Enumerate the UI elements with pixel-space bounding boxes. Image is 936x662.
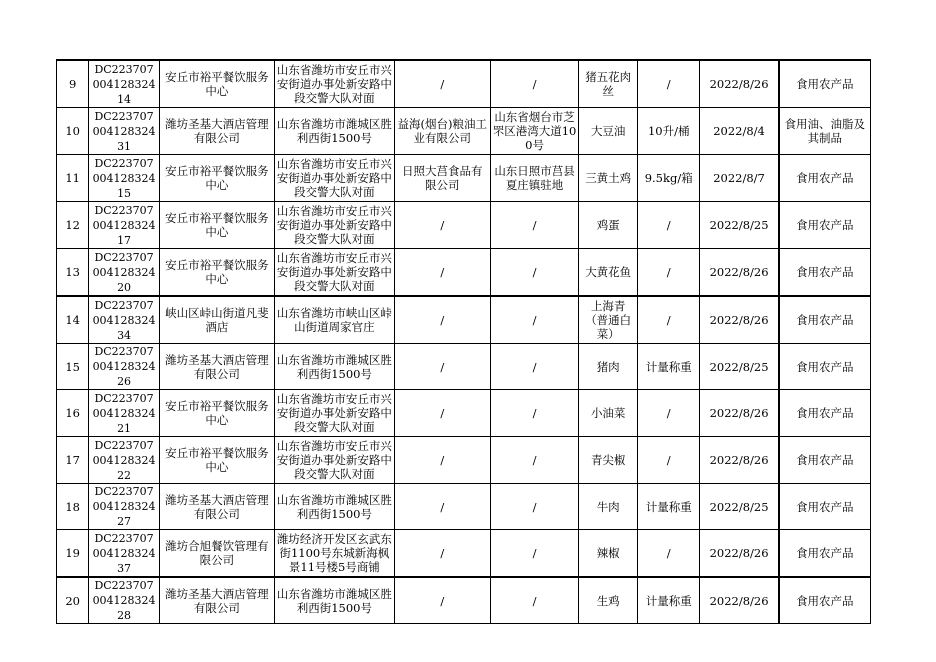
store-address: 潍坊经济开发区玄武东街1100号东城新海枫景11号楼5号商铺 [274,530,394,578]
specification: / [637,202,700,249]
specification: 10升/桶 [637,108,700,155]
store-address: 山东省潍坊市安丘市兴安街道办事处新安路中段交警大队对面 [274,390,394,437]
row-number: 19 [57,530,89,578]
store-address: 山东省潍坊市潍城区胜利西街1500号 [274,577,394,624]
table-row [57,202,871,249]
specification: 计量称重 [637,484,700,530]
food-category: 食用农产品 [779,484,871,530]
specification: / [637,390,700,437]
row-number: 12 [57,202,89,249]
manufacturer-address: / [490,202,579,249]
sample-code: DC22370700412832426 [89,344,160,390]
specification: / [637,530,700,578]
manufacturer: / [394,390,490,437]
manufacturer-address: / [490,344,579,390]
store-address: 山东省潍坊市峡山区峠山街道周家官庄 [274,296,394,344]
store-address: 山东省潍坊市潍城区胜利西街1500号 [274,484,394,530]
store-name: 潍坊圣基大酒店管理有限公司 [159,577,274,624]
product-name: 大黄花鱼 [579,249,638,297]
food-category: 食用农产品 [779,60,871,108]
manufacturer-address: / [490,577,579,624]
table-row [57,296,871,344]
product-name: 三黄土鸡 [579,155,638,202]
production-date: 2022/8/26 [700,296,779,344]
store-name: 安丘市裕平餐饮服务中心 [159,202,274,249]
manufacturer-address: / [490,484,579,530]
store-name: 潍坊圣基大酒店管理有限公司 [159,344,274,390]
specification: / [637,296,700,344]
food-category: 食用农产品 [779,202,871,249]
food-category: 食用农产品 [779,437,871,484]
row-number: 20 [57,577,89,624]
specification: 计量称重 [637,577,700,624]
manufacturer-address: 山东日照市莒县夏庄镇驻地 [490,155,579,202]
sample-code: DC22370700412832422 [89,437,160,484]
manufacturer: / [394,344,490,390]
store-name: 安丘市裕平餐饮服务中心 [159,249,274,297]
manufacturer: / [394,484,490,530]
product-name: 青尖椒 [579,437,638,484]
sample-code: DC22370700412832417 [89,202,160,249]
manufacturer: / [394,60,490,108]
specification: / [637,249,700,297]
table-row [57,60,871,108]
store-address: 山东省潍坊市安丘市兴安街道办事处新安路中段交警大队对面 [274,249,394,297]
store-address: 山东省潍坊市安丘市兴安街道办事处新安路中段交警大队对面 [274,155,394,202]
food-category: 食用农产品 [779,296,871,344]
food-category: 食用油、油脂及其制品 [779,108,871,155]
store-address: 山东省潍坊市安丘市兴安街道办事处新安路中段交警大队对面 [274,437,394,484]
manufacturer: 益海(烟台)粮油工业有限公司 [394,108,490,155]
product-name: 猪五花肉丝 [579,60,638,108]
manufacturer: / [394,249,490,297]
row-number: 11 [57,155,89,202]
store-name: 潍坊圣基大酒店管理有限公司 [159,108,274,155]
store-name: 安丘市裕平餐饮服务中心 [159,390,274,437]
row-number: 15 [57,344,89,390]
production-date: 2022/8/7 [700,155,779,202]
row-number: 17 [57,437,89,484]
manufacturer: 日照大莒食品有限公司 [394,155,490,202]
sample-code: DC22370700412832415 [89,155,160,202]
table-row [57,108,871,155]
store-name: 安丘市裕平餐饮服务中心 [159,60,274,108]
manufacturer-address: / [490,249,579,297]
store-address: 山东省潍坊市安丘市兴安街道办事处新安路中段交警大队对面 [274,202,394,249]
store-name: 潍坊合旭餐饮管理有限公司 [159,530,274,578]
table-row [57,530,871,578]
food-category: 食用农产品 [779,344,871,390]
manufacturer: / [394,530,490,578]
table-row [57,484,871,530]
manufacturer-address: / [490,390,579,437]
sample-code: DC22370700412832427 [89,484,160,530]
sample-code: DC22370700412832414 [89,60,160,108]
row-number: 10 [57,108,89,155]
manufacturer: / [394,577,490,624]
sampling-table [56,59,871,624]
food-category: 食用农产品 [779,530,871,578]
manufacturer: / [394,437,490,484]
table-body [57,60,871,624]
production-date: 2022/8/26 [700,577,779,624]
specification: / [637,60,700,108]
table-row [57,155,871,202]
production-date: 2022/8/25 [700,344,779,390]
store-address: 山东省潍坊市安丘市兴安街道办事处新安路中段交警大队对面 [274,60,394,108]
row-number: 9 [57,60,89,108]
manufacturer-address: / [490,296,579,344]
food-category: 食用农产品 [779,577,871,624]
food-category: 食用农产品 [779,155,871,202]
production-date: 2022/8/26 [700,390,779,437]
specification: 计量称重 [637,344,700,390]
food-category: 食用农产品 [779,249,871,297]
sample-code: DC22370700412832434 [89,296,160,344]
store-address: 山东省潍坊市潍城区胜利西街1500号 [274,108,394,155]
production-date: 2022/8/25 [700,484,779,530]
specification: 9.5kg/箱 [637,155,700,202]
manufacturer-address: / [490,437,579,484]
table-row [57,390,871,437]
product-name: 大豆油 [579,108,638,155]
production-date: 2022/8/25 [700,202,779,249]
store-name: 峡山区峠山街道凡斐酒店 [159,296,274,344]
manufacturer-address: / [490,60,579,108]
manufacturer: / [394,202,490,249]
product-name: 小油菜 [579,390,638,437]
store-name: 潍坊圣基大酒店管理有限公司 [159,484,274,530]
table-row [57,577,871,624]
table-row [57,344,871,390]
specification: / [637,437,700,484]
sample-code: DC22370700412832421 [89,390,160,437]
row-number: 16 [57,390,89,437]
table-row [57,437,871,484]
product-name: 牛肉 [579,484,638,530]
product-name: 辣椒 [579,530,638,578]
production-date: 2022/8/26 [700,249,779,297]
table-row [57,249,871,297]
production-date: 2022/8/4 [700,108,779,155]
food-category: 食用农产品 [779,390,871,437]
sample-code: DC22370700412832431 [89,108,160,155]
production-date: 2022/8/26 [700,530,779,578]
production-date: 2022/8/26 [700,60,779,108]
product-name: 上海青（普通白菜） [579,296,638,344]
sample-code: DC22370700412832420 [89,249,160,297]
manufacturer: / [394,296,490,344]
store-name: 安丘市裕平餐饮服务中心 [159,155,274,202]
store-address: 山东省潍坊市潍城区胜利西街1500号 [274,344,394,390]
store-name: 安丘市裕平餐饮服务中心 [159,437,274,484]
production-date: 2022/8/26 [700,437,779,484]
row-number: 18 [57,484,89,530]
product-name: 生鸡 [579,577,638,624]
sample-code: DC22370700412832428 [89,577,160,624]
manufacturer-address: / [490,530,579,578]
product-name: 猪肉 [579,344,638,390]
row-number: 14 [57,296,89,344]
manufacturer-address: 山东省烟台市芝罘区港湾大道100号 [490,108,579,155]
sample-code: DC22370700412832437 [89,530,160,578]
row-number: 13 [57,249,89,297]
product-name: 鸡蛋 [579,202,638,249]
